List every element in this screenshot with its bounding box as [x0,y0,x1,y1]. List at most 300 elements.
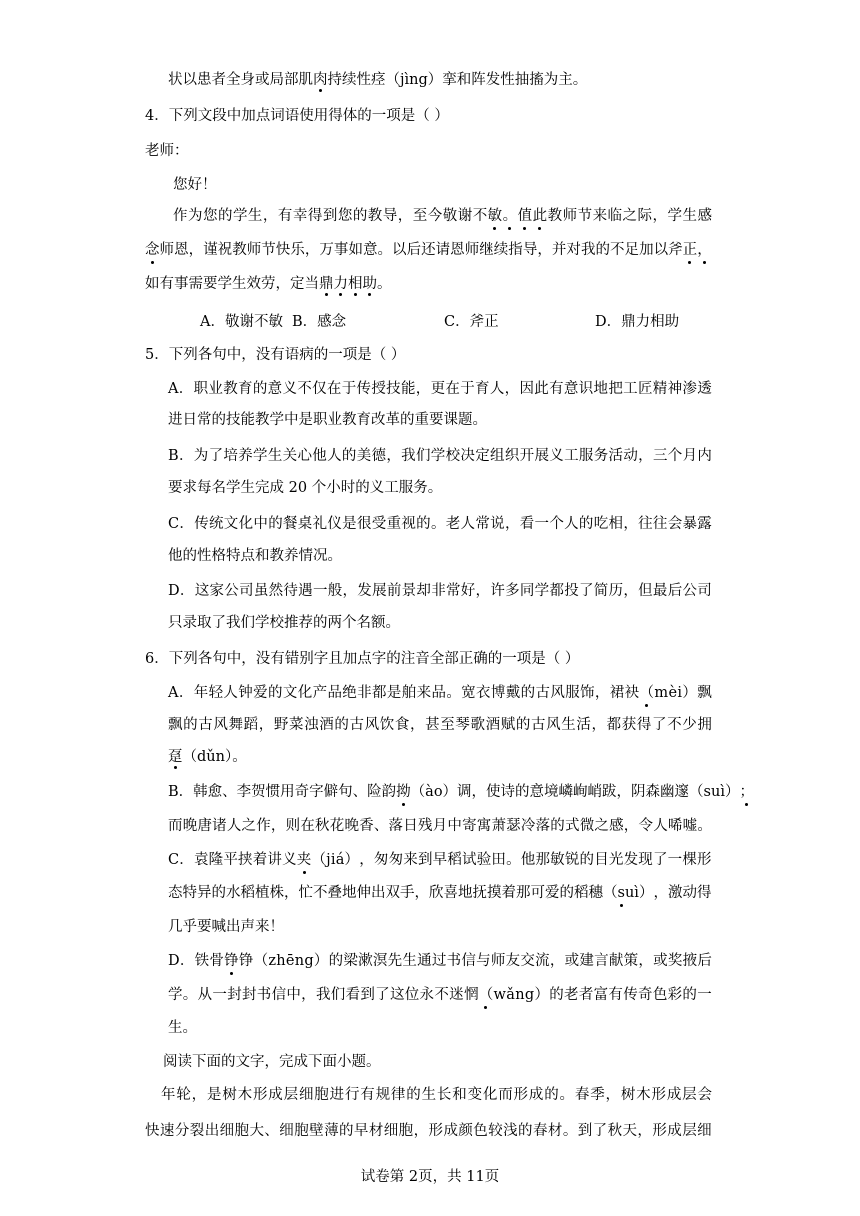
char: 至 [440,717,455,733]
char: 有 [270,651,285,667]
char: ） [682,685,697,701]
char: 调 [457,784,472,800]
char: 要 [197,919,212,935]
char: 胞 [234,1123,250,1139]
char: 了 [579,583,594,599]
char: á [335,852,345,868]
char: 您 [337,208,353,224]
char: ， [284,885,299,901]
char: 水 [226,885,241,901]
char: 个 [549,516,564,532]
char: 落 [388,818,404,834]
char: 授 [371,381,386,397]
char: 5 [145,347,155,363]
char: 历 [608,583,624,599]
text-line [145,240,712,260]
char: 形 [697,852,712,868]
char: 革 [385,412,400,428]
char: 生 [561,717,576,733]
char: n [515,987,525,1003]
char: 性 [500,72,515,88]
char: 饮 [379,717,395,733]
char: 讲 [267,852,282,868]
char: 钟 [238,685,253,701]
char: 阅 [163,1054,178,1070]
char: 中 [286,987,301,1003]
char: 声 [240,919,255,935]
char: u [711,784,721,800]
char: 育 [238,381,253,397]
char: 音 [415,651,430,667]
char: 双 [385,885,400,901]
char: 定 [475,448,490,464]
char: 学 [168,987,183,1003]
char: 工 [384,480,399,496]
char: 都 [372,685,387,701]
char: 美 [356,448,372,464]
text-line [163,1052,381,1072]
char: 伸 [356,885,371,901]
char: B [168,448,179,464]
char: 您 [202,208,218,224]
char: 展 [534,448,549,464]
char: 信 [271,987,287,1003]
char: 菜 [289,717,304,733]
char: 胞 [314,1087,329,1103]
char: 手 [400,885,415,901]
char: 加 [639,242,654,258]
char: 点 [357,651,372,667]
char: 到 [322,208,338,224]
char: 词 [270,108,285,124]
char: 裂 [189,1123,205,1139]
char: 幸 [292,208,308,224]
char: 意 [362,242,378,258]
dotted-char: 值 [517,208,533,224]
char: ， [262,208,278,224]
char: ． [179,852,194,868]
char: 韵 [381,784,397,800]
char: 还 [421,242,436,258]
char: ， [275,276,290,292]
char: 的 [352,208,368,224]
char: 为 [543,72,559,88]
char: 古 [531,717,546,733]
char: 成 [443,1123,458,1139]
char: 遇 [298,583,313,599]
char: 是 [386,685,402,701]
char: 语 [284,347,300,363]
char: 虽 [253,583,269,599]
char: 续 [493,242,509,258]
char: 主 [558,72,573,88]
char: g [304,953,314,969]
char: 嘘 [682,818,698,834]
char: 地 [458,885,473,901]
char: 献 [608,953,624,969]
char: 能 [400,381,416,397]
char: 后 [667,583,683,599]
char: 义 [282,381,297,397]
char: ， [301,987,316,1003]
char: 请 [435,242,451,258]
char: 成 [666,1087,682,1103]
char: 中 [226,651,242,667]
char: 晚 [182,818,198,834]
char: ， [504,516,520,532]
char: 细 [279,1123,294,1139]
char: 的 [221,1054,236,1070]
char: 的 [515,717,531,733]
char: 化 [238,516,254,532]
char: 我 [401,448,416,464]
char: 仪 [327,516,342,532]
char: 我 [315,987,331,1003]
char: ， [549,953,565,969]
char: 段 [212,108,227,124]
char: 此 [534,381,549,397]
char: 生 [232,276,247,292]
char: ． [179,516,194,532]
char: 只 [168,615,183,631]
char: 忙 [298,885,313,901]
char: 瑟 [506,818,521,834]
char: 育 [475,381,490,397]
char: ， [638,448,653,464]
char: 长 [436,1087,452,1103]
char: 。 [182,987,198,1003]
char: 吃 [593,516,609,532]
char: 的 [386,651,401,667]
char: 棵 [682,852,697,868]
char: ． [178,685,194,701]
char: 位 [404,987,420,1003]
char: 并 [551,242,567,258]
char: 最 [652,583,668,599]
char: ） [313,953,329,969]
char: 或 [653,953,668,969]
char: 更 [430,381,446,397]
char: 项 [516,651,532,667]
char: 他 [312,448,327,464]
char: 肌 [298,72,313,88]
char: （ [311,852,326,868]
char: 病 [299,347,314,363]
char: 没 [255,347,271,363]
char: 木 [636,1087,651,1103]
char: 继 [479,242,494,258]
char: 胞 [294,1123,309,1139]
char: 录 [182,615,197,631]
char: 常 [475,516,490,532]
char: 锐 [564,852,580,868]
char: 得 [636,717,652,733]
char: 形 [651,1087,666,1103]
char: 往 [652,516,668,532]
text-line [145,649,579,669]
char: 而 [168,818,183,834]
char: 们 [415,448,431,464]
char: 的 [550,818,565,834]
char: 学 [667,208,682,224]
char: 。 [366,1054,381,1070]
char: 动 [682,885,697,901]
dotted-char: 鼎 [319,276,334,292]
char: 了 [208,448,224,464]
char: 萧 [491,818,506,834]
char: 面 [206,1054,221,1070]
char: 餐 [282,516,298,532]
char: A [168,381,179,397]
char: 义 [369,480,385,496]
dotted-char: 铮 [224,953,239,969]
char: 校 [269,615,284,631]
char: 至 [412,208,428,224]
text-line [145,345,405,365]
char: 他 [520,852,536,868]
char: 不 [434,987,449,1003]
char: 人 [564,516,579,532]
char: 没 [255,651,271,667]
char: （ [182,749,197,765]
char: 教 [547,208,563,224]
text-line [168,514,712,534]
char: 老 [445,516,461,532]
text-line [168,410,487,430]
char: 成 [293,1054,308,1070]
char: 酒 [319,717,334,733]
char: 作 [173,208,188,224]
char: 义 [282,852,297,868]
char: ， [386,448,401,464]
char: 形 [252,1087,268,1103]
char: 获 [621,717,637,733]
char: 看 [345,987,361,1003]
char: 一 [534,516,550,532]
char: ， [652,208,667,224]
char: 内 [697,448,712,464]
text-line [168,546,342,566]
char: 后 [406,242,422,258]
char: 育 [356,412,371,428]
char: 到 [417,852,433,868]
char: 情 [298,548,313,564]
char: 峭 [587,784,603,800]
char: 。 [562,1123,578,1139]
char: 字 [371,651,387,667]
char: 。 [182,1020,197,1036]
char: 会 [697,1087,712,1103]
char: 常 [445,583,461,599]
char: 教 [367,208,383,224]
char: 日 [182,412,197,428]
char: 培 [223,448,238,464]
char: 桌 [297,516,313,532]
char: 僻 [323,784,339,800]
char: 产 [312,685,328,701]
char: 同 [519,583,535,599]
char: （ [545,651,561,667]
char: n [294,953,305,969]
char: ， [623,818,639,834]
char: 的 [357,108,372,124]
char: 简 [593,583,609,599]
char: 言 [594,953,609,969]
char: 工 [623,381,638,397]
char: 浅 [503,1123,518,1139]
text-line [168,816,712,836]
char: 务 [413,480,428,496]
char: 袂 [624,685,640,701]
char: 人 [489,381,505,397]
char: 心 [297,448,312,464]
char: 的 [549,987,564,1003]
char: 师 [246,242,262,258]
char: 永 [419,987,435,1003]
char: 现 [638,852,653,868]
char: 有 [159,276,174,292]
char: 化 [482,1087,498,1103]
char: 出 [226,919,241,935]
char: 古 [198,717,213,733]
char: 爱 [545,885,560,901]
char: 教 [342,412,357,428]
char: 细 [697,1123,712,1139]
char: 老 [145,143,160,159]
char: 万 [319,242,334,258]
char: ， [414,885,429,901]
char: j [400,72,405,88]
char: 谨 [203,242,218,258]
char: 骨 [209,953,224,969]
char: 甚 [425,717,440,733]
char: 4 [145,108,155,124]
char: 礼 [312,516,328,532]
char: o [433,784,443,800]
char: 抽 [514,72,530,88]
char: h [276,953,286,969]
char: 古 [349,717,364,733]
char: 续 [342,72,357,88]
char: 题 [351,1054,366,1070]
char: 学 [534,583,550,599]
char: 乐 [290,242,305,258]
char: 师 [562,208,578,224]
char: 祝 [217,242,233,258]
char: 句 [212,651,227,667]
text-line [145,141,189,161]
char: 到 [577,1123,593,1139]
char: 态 [168,885,183,901]
char: 封 [241,987,257,1003]
char: 好 [460,583,476,599]
char: 感 [697,208,712,224]
char: 每 [197,480,212,496]
char: 说 [490,516,505,532]
char: 全 [226,72,241,88]
char: 的 [211,885,226,901]
char: 名 [356,615,371,631]
dotted-char: ， [697,242,712,258]
char: 动 [623,448,638,464]
char: ， [359,852,374,868]
char: D [168,583,180,599]
char: 各 [197,651,213,667]
char: 字 [309,784,324,800]
char: ） [564,651,580,667]
char: 层 [682,1087,697,1103]
char: 诗 [500,784,516,800]
char: 飘 [168,717,183,733]
char: 事 [174,276,189,292]
char: 风 [213,717,228,733]
char: 的 [520,685,536,701]
char: 稻 [240,885,255,901]
text-line [168,985,712,1005]
char: 养 [284,548,299,564]
char: 一 [328,347,343,363]
text-line [173,206,712,226]
char: 薄 [324,1123,339,1139]
char: 树 [222,1087,237,1103]
char: 特 [226,548,241,564]
char: ． [178,448,194,464]
char: 重 [414,412,429,428]
char: 恩 [174,242,189,258]
char: 成 [268,1087,283,1103]
char: 封 [227,987,242,1003]
char: 流 [535,953,550,969]
char: 的 [338,1123,354,1139]
char: 秋 [607,1123,623,1139]
char: 是 [206,1087,222,1103]
option-d: D．鼎力相助 [595,314,680,330]
char: 学 [255,615,270,631]
char: ． [178,784,194,800]
char: 之 [622,208,638,224]
char: 的 [406,1087,421,1103]
char: 为 [187,208,203,224]
char: 博 [490,685,506,701]
char: ） [638,885,654,901]
char: 患 [197,72,212,88]
char: 们 [240,615,255,631]
char: 匠 [637,381,653,397]
char: 风 [550,685,565,701]
char: 信 [461,953,476,969]
char: i [330,852,336,868]
char: 的 [515,784,530,800]
char: 很 [356,516,372,532]
char: 株 [269,885,284,901]
char: 职 [313,412,328,428]
char: 书 [446,953,462,969]
char: 意 [563,381,579,397]
char: 天 [622,1123,637,1139]
text-line [168,478,442,498]
text-line [168,715,712,735]
char: 酒 [485,717,501,733]
char: 教 [232,242,247,258]
char: 用 [313,108,329,124]
char: 求 [182,480,197,496]
char: 春 [532,1123,548,1139]
char: D [168,953,180,969]
char: 露 [697,516,712,532]
char: ， [188,242,204,258]
char: 诸 [212,818,227,834]
char: 项 [386,108,401,124]
